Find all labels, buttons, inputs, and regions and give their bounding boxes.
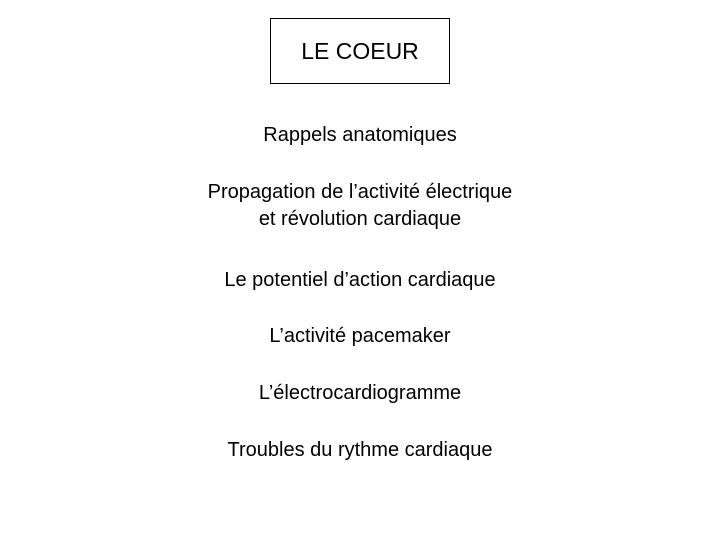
topic-rappels-anatomiques: Rappels anatomiques: [263, 124, 457, 146]
topic-propagation-line-2: et révolution cardiaque: [258, 208, 462, 230]
topic-potentiel-action: Le potentiel d’action cardiaque: [224, 269, 496, 291]
topic-troubles-rythme: Troubles du rythme cardiaque: [227, 439, 493, 461]
topic-propagation-line-1: Propagation de l’activité électrique: [207, 181, 513, 203]
slide-title: LE COEUR: [301, 37, 419, 64]
topic-electrocardiogramme: L’électrocardiogramme: [258, 382, 462, 404]
topic-activite-pacemaker: L’activité pacemaker: [269, 325, 451, 347]
